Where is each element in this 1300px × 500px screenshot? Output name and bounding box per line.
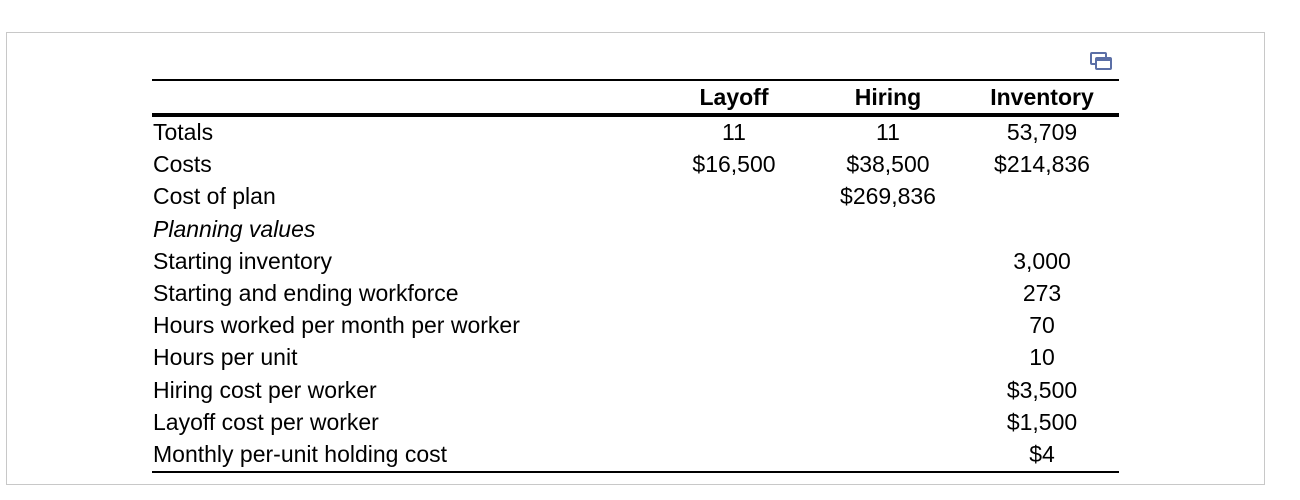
table-top-rule (152, 79, 1119, 81)
column-header-layoff: Layoff (699, 84, 769, 110)
row-label: Hours per unit (153, 344, 298, 371)
cell-inventory: $214,836 (994, 151, 1090, 178)
cell-inventory: $4 (1029, 441, 1055, 467)
cell-inventory: $1,500 (1006, 408, 1078, 435)
column-header-inventory: Inventory (990, 84, 1094, 110)
cell-inventory: 70 (1029, 312, 1055, 339)
cell-hiring: 11 (876, 119, 900, 145)
cell-layoff: 11 (722, 119, 746, 145)
row-label: Starting inventory (153, 247, 332, 274)
cell-inventory: 10 (1029, 344, 1055, 371)
table-bottom-rule (152, 471, 1119, 473)
column-header-hiring: Hiring (854, 84, 922, 110)
cell-inventory: $3,500 (1006, 376, 1078, 403)
row-label: Planning values (153, 215, 316, 242)
cell-inventory: 53,709 (1006, 119, 1078, 145)
row-label: Totals (153, 119, 214, 145)
cell-layoff: $16,500 (692, 151, 776, 178)
cell-hiring: $269,836 (840, 183, 936, 210)
row-label: Hiring cost per worker (153, 376, 377, 403)
cell-hiring: $38,500 (846, 151, 930, 178)
row-label: Monthly per-unit holding cost (153, 441, 448, 467)
row-label: Starting and ending workforce (153, 280, 459, 306)
row-label: Layoff cost per worker (153, 408, 379, 435)
popout-window-icon[interactable] (1090, 52, 1112, 70)
row-label: Hours worked per month per worker (153, 312, 520, 339)
row-label: Costs (153, 151, 212, 178)
cell-inventory: 273 (1022, 280, 1062, 306)
table-header-rule (152, 113, 1119, 117)
row-label: Cost of plan (153, 183, 276, 210)
cell-inventory: 3,000 (1013, 247, 1071, 274)
